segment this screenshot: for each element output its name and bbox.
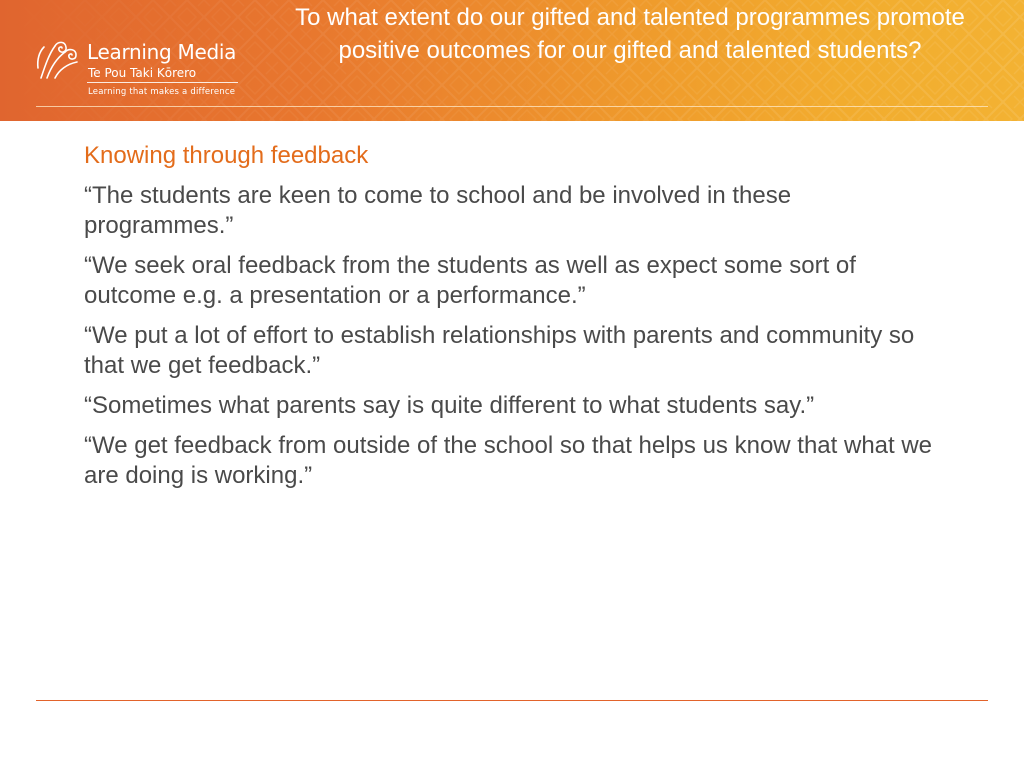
quote-item: “We put a lot of effort to establish relationships with parents and community so that we get feedback.” [84, 322, 915, 379]
quote-item: “We get feedback from outside of the school so that helps us know that what we are doing is working.” [84, 432, 933, 489]
quote-item: “The students are keen to come to school and be involved in these programmes.” [84, 182, 792, 239]
logo-divider [87, 82, 238, 83]
learning-media-logo [35, 38, 245, 104]
slide-title: To what extent do our gifted and talented programmes promote positive outcomes for our gifted and talented students? [295, 4, 965, 64]
logo-name: Learning Media [87, 40, 237, 64]
logo-subtitle: Te Pou Taki Kōrero [88, 66, 197, 80]
quote-item: “Sometimes what parents say is quite different to what students say.” [84, 392, 815, 419]
koru-spiral-icon [35, 38, 83, 82]
footer-divider [36, 700, 988, 701]
header-band [0, 0, 1024, 121]
header-divider [36, 106, 988, 107]
section-heading: Knowing through feedback [84, 142, 369, 169]
logo-tagline: Learning that makes a difference [88, 87, 236, 97]
slide-content [84, 141, 944, 501]
quote-list [84, 181, 944, 491]
quote-item: “We seek oral feedback from the students as well as expect some sort of outcome e.g. a presentation or a performance.” [84, 252, 856, 309]
